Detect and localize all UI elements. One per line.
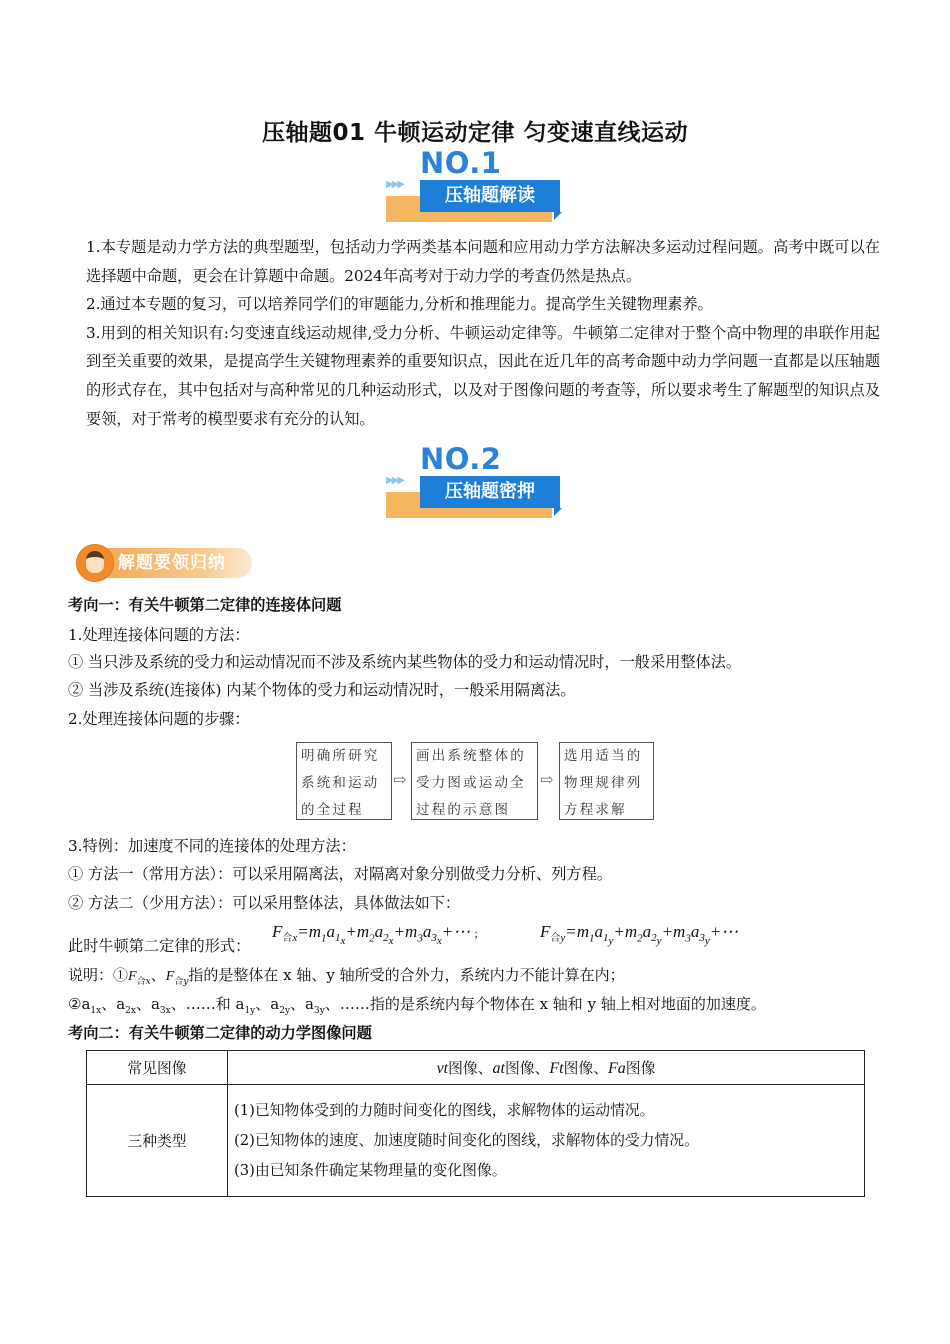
teacher-avatar-icon — [76, 544, 114, 582]
arrow-dots-icon: ▶▶▶ — [386, 179, 404, 190]
banner-label: 压轴题解读 — [420, 180, 560, 212]
section-banner-2 — [386, 442, 566, 522]
banner-label: 压轴题密押 — [420, 476, 560, 508]
note-2: $②a_{1x}$、$a_{2x}$、$a_{3x}$、……和 $a_{1y}$、$a_{2y}$、$a_{3y}$、……指的是系统内每个物体在 x 轴和 y 轴上相对地面的加速度。 — [68, 995, 766, 1016]
text-line: ② 方法二（少用方法）：可以采用整体法，具体做法如下： — [68, 894, 461, 912]
list-item: (3)由已知条件确定某物理量的变化图像。 — [234, 1161, 507, 1179]
note-1: 说明：$①F_{合x}$、$F_{合y}$指的是整体在 x 轴、y 轴所受的合外力，系统内力不能计算在内； — [68, 966, 625, 987]
flow-step-2: 画出系统整体的 受力图或运动全 过程的示意图 — [411, 742, 538, 820]
table-cell: vt图像、at图像、Ft图像、Fa图像 — [228, 1051, 865, 1085]
arrow-dots-icon: ▶▶▶ — [386, 475, 404, 486]
summary-tag — [76, 544, 258, 582]
flow-arrow-icon: ⇨ — [393, 770, 407, 789]
formula-x: $F_{合x}=m_1a_{1_x}+m_2a_{2_x}+m_3a_{3_x}+\cdots$ ; — [272, 922, 478, 948]
flow-step-3: 选用适当的 物理规律列 方程求解 — [559, 742, 654, 820]
flow-arrow-icon: ⇨ — [540, 770, 554, 789]
intro-text — [86, 233, 880, 433]
formula-y: $F_{合y}=m_1a_{1_y}+m_2a_{2_y}+m_3a_{3_y}+\cdots$ — [540, 922, 739, 948]
tag-label: 解题要领归纳 — [118, 553, 226, 573]
graph-types-table — [86, 1050, 865, 1197]
intro-paragraph-2: 2.通过本专题的复习，可以培养同学们的审题能力,分析和推理能力。提高学生关键物理素养。 — [86, 295, 713, 314]
direction-2-heading: 考向二：有关牛顿第二定律的动力学图像问题 — [68, 1024, 372, 1042]
text-line: 此时牛顿第二定律的形式： — [68, 937, 251, 955]
text-line: 1.处理连接体问题的方法： — [68, 626, 250, 644]
text-line: 2.处理连接体问题的步骤： — [68, 710, 250, 728]
table-row — [87, 1085, 865, 1197]
banner-number: NO.2 — [420, 442, 502, 476]
text-line: ② 当涉及系统(连接体) 内某个物体的受力和运动情况时，一般采用隔离法。 — [68, 681, 576, 699]
text-line: ① 方法一（常用方法）：可以采用隔离法，对隔离对象分别做受力分析、列方程。 — [68, 865, 612, 883]
intro-paragraph-3: 3.用到的相关知识有:匀变速直线运动规律,受力分析、牛顿运动定律等。牛顿第二定律对于整个高中物理的串联作用起到至关重要的效果，是提高学生关键物理素养的重要知识点，因此在近几年的高考命题中动力学问题一直都是以压轴题的形式存在，其中包括对与高种常见的几种运动形式，以及对于图像问题的考查等，所以要求考生了解题型的知识点及要领，对于常考的模型要求有充分的认知。 — [86, 323, 880, 428]
text-line: 3.特例：加速度不同的连接体的处理方法： — [68, 837, 356, 855]
table-row — [87, 1051, 865, 1085]
flow-step-1: 明确所研究 系统和运动 的全过程 — [296, 742, 392, 820]
list-item: (2)已知物体的速度、加速度随时间变化的图线，求解物体的受力情况。 — [234, 1131, 699, 1149]
text-line: ① 当只涉及系统的受力和运动情况而不涉及系统内某些物体的受力和运动情况时，一般采用整体法。 — [68, 653, 742, 671]
table-cell — [228, 1085, 865, 1197]
section-banner-1 — [386, 146, 566, 226]
intro-paragraph-1: 1.本专题是动力学方法的典型题型，包括动力学两类基本问题和应用动力学方法解决多运动过程问题。高考中既可以在选择题中命题，更会在计算题中命题。2024年高考对于动力学的考查仍然是热点。 — [86, 238, 880, 285]
table-header-cell: 常见图像 — [87, 1051, 228, 1085]
page-title: 压轴题01 牛顿运动定律 匀变速直线运动 — [261, 120, 689, 146]
table-header-cell: 三种类型 — [87, 1085, 228, 1197]
direction-1-heading: 考向一：有关牛顿第二定律的连接体问题 — [68, 596, 342, 614]
list-item: (1)已知物体受到的力随时间变化的图线，求解物体的运动情况。 — [234, 1101, 655, 1119]
banner-number: NO.1 — [420, 146, 502, 180]
